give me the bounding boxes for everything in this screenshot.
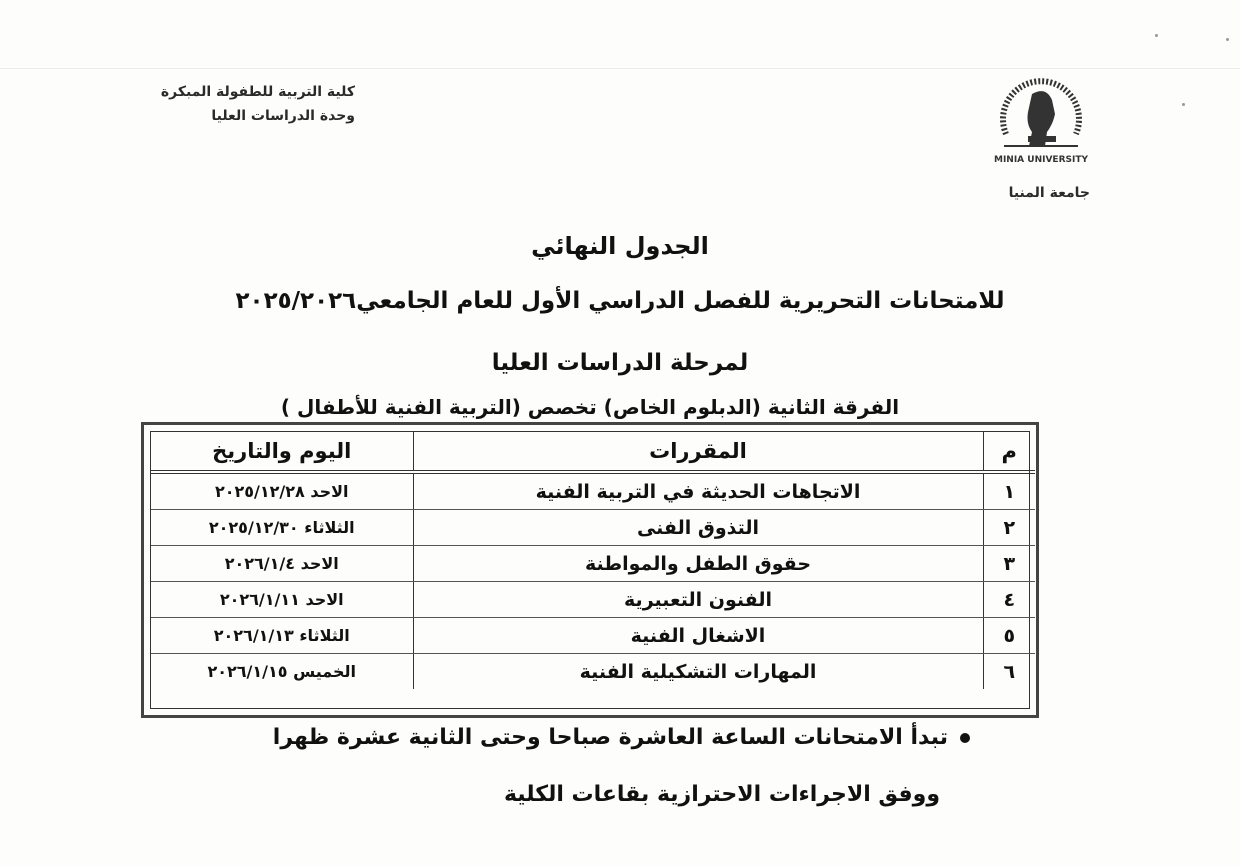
department-name: وحدة الدراسات العليا: [211, 108, 355, 124]
exam-schedule-table: [141, 422, 1039, 718]
group-subtitle: الفرقة الثانية (الدبلوم الخاص) تخصص (التربية الفنية للأطفال ): [280, 395, 900, 419]
row-course: التذوق الفنى: [413, 510, 983, 546]
row-date: الاحد ٢٠٢٥/١٢/٢٨: [151, 472, 413, 510]
stage-subtitle: لمرحلة الدراسات العليا: [491, 350, 749, 376]
row-date: الخميس ٢٠٢٦/١/١٥: [207, 662, 356, 681]
nefertiti-emblem-icon: [992, 72, 1090, 168]
college-name: كلية التربية للطفولة المبكرة: [160, 84, 355, 100]
table-header-row: [151, 432, 1035, 472]
page-title: الجدول النهائي: [531, 232, 709, 260]
college-header: [135, 80, 355, 128]
minia-university-logo: [992, 72, 1090, 168]
row-course: الاتجاهات الحديثة في التربية الفنية: [413, 472, 983, 510]
row-number: ٢: [983, 510, 1035, 546]
scan-speck: [1182, 103, 1185, 106]
row-date: الثلاثاء ٢٠٢٦/١/١٣: [151, 618, 413, 654]
row-number: ٥: [983, 618, 1035, 654]
row-date: الاحد ٢٠٢٦/١/٤: [151, 546, 413, 582]
row-number: ١: [983, 472, 1035, 510]
header-course: المقررات: [413, 432, 983, 472]
bullet-icon: [960, 733, 970, 743]
table-row: [151, 654, 1035, 690]
university-name: جامعة المنيا: [1008, 185, 1090, 201]
logo-text: MINIA UNIVERSITY: [993, 155, 1089, 165]
note-exam-time: [190, 725, 970, 750]
table-row: [151, 510, 1035, 546]
scan-speck: [1226, 38, 1229, 41]
row-number: ٤: [983, 582, 1035, 618]
row-date: الاحد ٢٠٢٦/١/١١: [151, 582, 413, 618]
row-date: الثلاثاء ٢٠٢٥/١٢/٣٠: [151, 510, 413, 546]
header-number: م: [983, 432, 1035, 472]
exam-subtitle: للامتحانات التحريرية للفصل الدراسي الأول للعام الجامعي٢٠٢٥/٢٠٢٦: [235, 288, 1005, 314]
table-row: [151, 546, 1035, 582]
row-number: ٣: [983, 546, 1035, 582]
row-course: الفنون التعبيرية: [413, 582, 983, 618]
scan-edge-line: [0, 68, 1240, 69]
row-course: حقوق الطفل والمواطنة: [413, 546, 983, 582]
note-precautions: ووفق الاجراءات الاحترازية بقاعات الكلية: [503, 782, 940, 807]
scan-speck: [1155, 34, 1158, 37]
table-row: [151, 472, 1035, 510]
table-row: [151, 618, 1035, 654]
table-row: [151, 582, 1035, 618]
row-number: ٦: [983, 654, 1035, 690]
row-course: المهارات التشكيلية الفنية: [413, 654, 983, 690]
row-course: الاشغال الفنية: [413, 618, 983, 654]
note-text: تبدأ الامتحانات الساعة العاشرة صباحا وحتى الثانية عشرة ظهرا: [272, 725, 948, 750]
header-date: اليوم والتاريخ: [151, 432, 413, 472]
